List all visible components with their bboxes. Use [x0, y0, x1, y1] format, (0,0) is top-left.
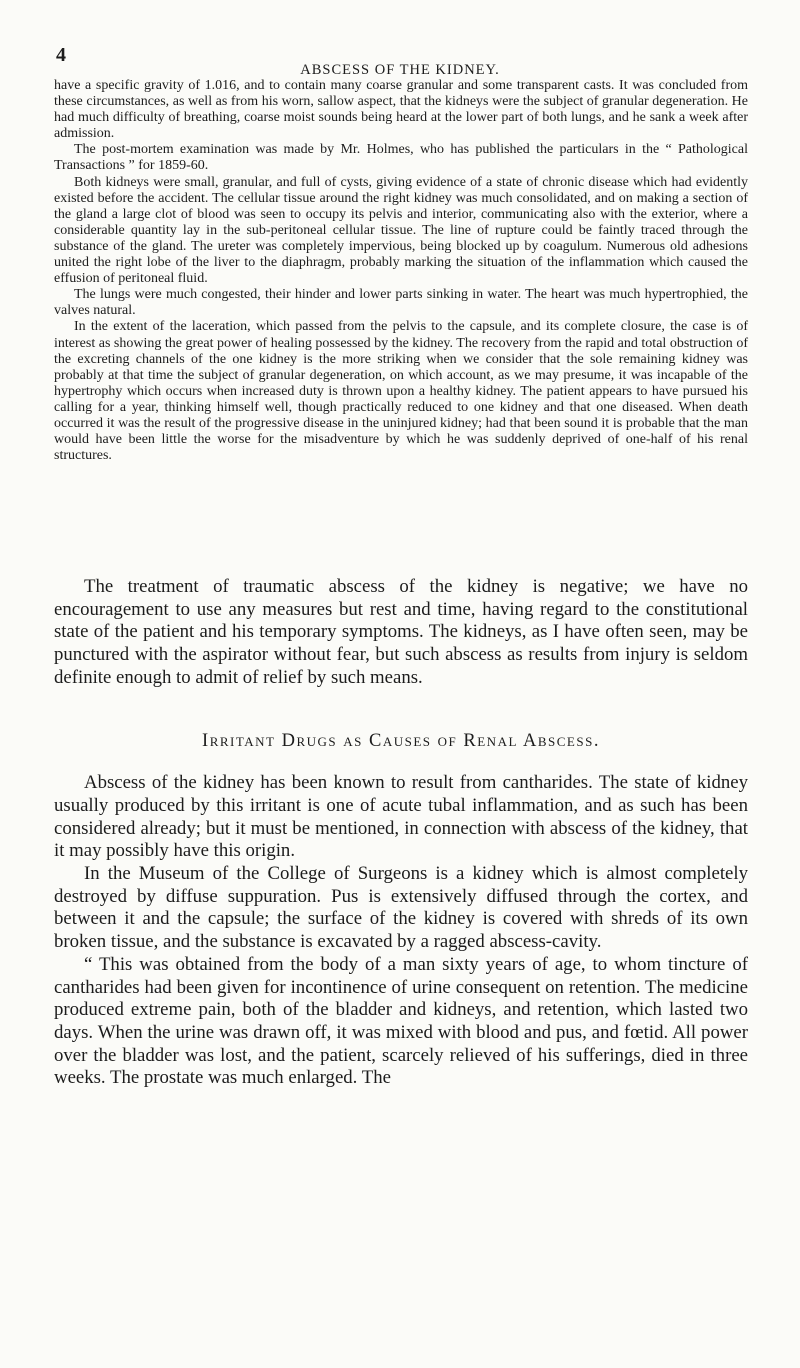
case-report-block — [54, 78, 748, 464]
case-paragraph: Both kidneys were small, granular, and full of cysts, giving evidence of a state of chronic disease which had evidently existed before the accident. The cellular tissue around the right kidney was much consolidated, and on making a section of the gland a large clot of blood was seen to occupy its pelvis and interior, communicating also with the exterior, where a considerable quantity lay in the sub-peritoneal cellular tissue. The line of rupture could be faintly traced through the substance of the gland. The ureter was completely impervious, being blocked up by coagulum. Numerous old adhesions united the right lobe of the liver to the diaphragm, probably marking the situation of the inflammation which caused the effusion of peritoneal fluid. — [54, 174, 748, 287]
page-number: 4 — [56, 44, 66, 66]
running-head: ABSCESS OF THE KIDNEY. — [300, 62, 500, 78]
case-paragraph: The lungs were much congested, their hinder and lower parts sinking in water. The heart was much hypertrophied, the valves natural. — [54, 287, 748, 319]
main-text-block — [54, 576, 748, 1090]
section-paragraph: Abscess of the kidney has been known to result from cantharides. The state of kidney usually produced by this irritant is one of acute tubal inflammation, and as such has been considered already; but it must be mentioned, in connection with abscess of the kidney, that it may possibly have this origin. — [54, 772, 748, 862]
section-paragraph: In the Museum of the College of Surgeons is a kidney which is almost completely destroyed by diffuse suppuration. Pus is extensively diffused through the cortex, and between it and the capsule; the surface of the kidney is covered with shreds of its own broken tissue, and the substance is excavated by a ragged abscess-cavity. — [54, 863, 748, 953]
case-paragraph: have a specific gravity of 1.016, and to contain many coarse granular and some transparent casts. It was concluded from these circumstances, as well as from his worn, sallow aspect, that the kidneys were the subject of granular degeneration. He had much difficulty of breathing, coarse moist sounds being heard at the lower part of both lungs, and he sank a week after admission. — [54, 78, 748, 142]
section-heading: Irritant Drugs as Causes of Renal Abscess. — [202, 730, 600, 751]
case-paragraph: The post-mortem examination was made by Mr. Holmes, who has published the particulars in the “ Pathological Transactions ” for 1859-60. — [54, 142, 748, 174]
case-paragraph: In the extent of the laceration, which passed from the pelvis to the capsule, and its complete closure, the case is of interest as showing the great power of healing possessed by the kidney. The recovery from the rapid and total obstruction of the excreting channels of the one kidney is the more striking when we consider that the sole remaining kidney was probably at that time the subject of granular degeneration, on which account, as we may presume, it was incapable of the hypertrophy which occurs when increased duty is thrown upon a healthy kidney. The patient appears to have pursued his calling for a year, thinking himself well, though practically reduced to one kidney and that one diseased. When death occurred it was the result of the progressive disease in the uninjured kidney; had that been sound it is probable that the man would have been little the worse for the misadventure by which he was suddenly deprived of one-half of his renal structures. — [54, 319, 748, 464]
quoted-paragraph: “ This was obtained from the body of a man sixty years of age, to whom tincture of cantharides had been given for incontinence of urine consequent on retention. The medicine produced extreme pain, both of the bladder and kidneys, and retention, which lasted two days. When the urine was drawn off, it was mixed with blood and pus, and fœtid. All power over the bladder was lost, and the patient, scarcely relieved of his sufferings, died in three weeks. The prostate was much enlarged. The — [54, 953, 748, 1089]
treatment-paragraph: The treatment of traumatic abscess of the kidney is negative; we have no encouragement to use any measures but rest and time, having regard to the constitutional state of the patient and his temporary symptoms. The kidneys, as I have often seen, may be punctured with the aspirator without fear, but such abscess as results from injury is seldom definite enough to admit of relief by such means. — [54, 576, 748, 688]
